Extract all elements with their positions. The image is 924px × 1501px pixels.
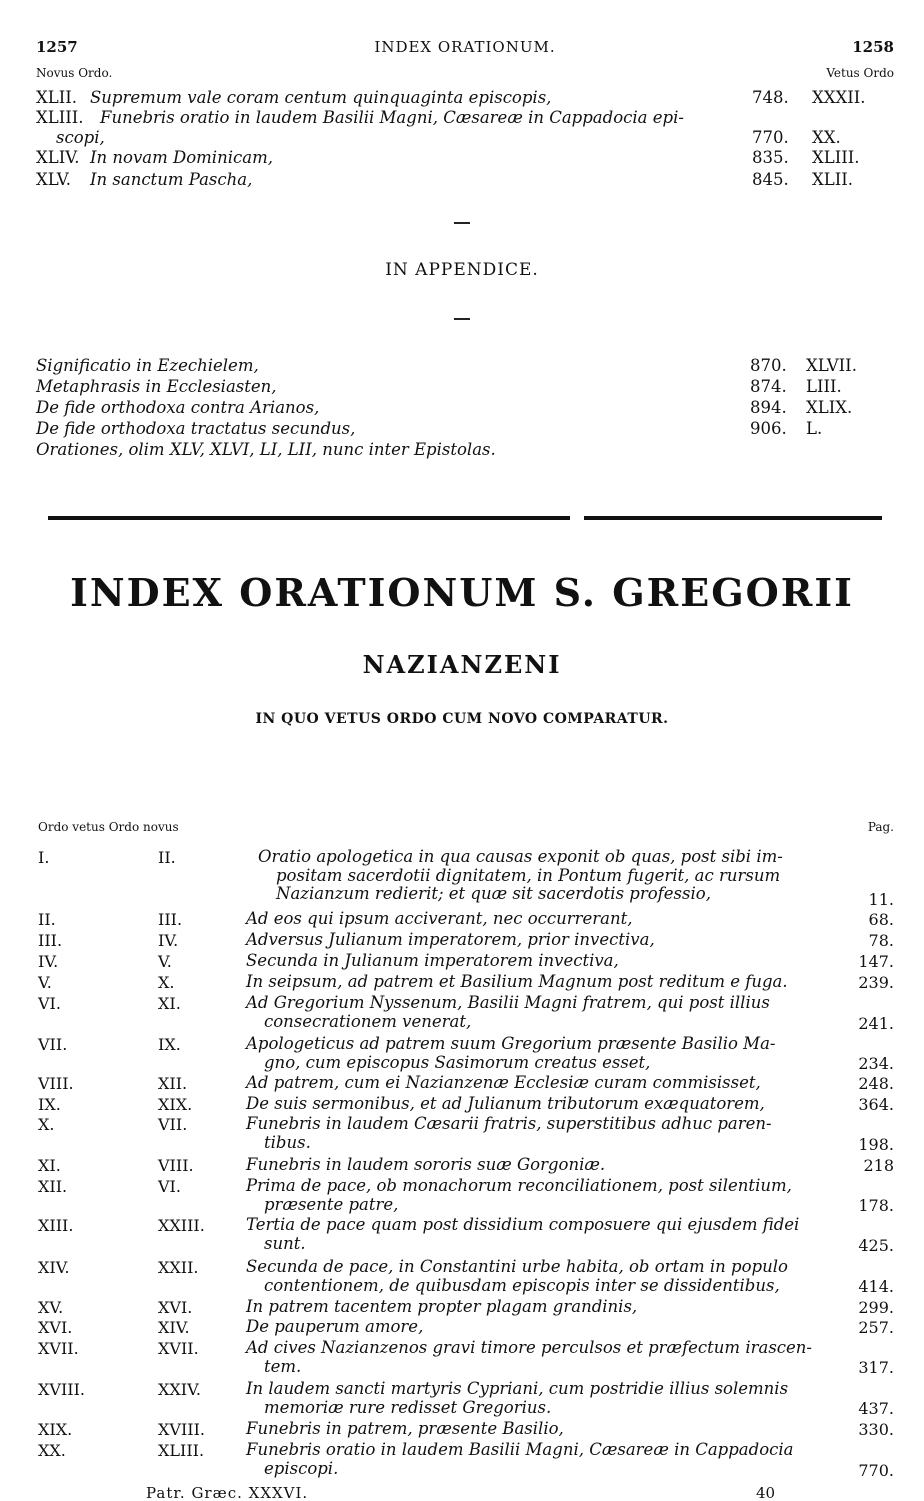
entry-vetus: XXXII. <box>812 88 866 107</box>
list-item <box>0 88 924 107</box>
index-subsubtitle: IN QUO VETUS ORDO CUM NOVO COMPARATUR. <box>255 711 669 727</box>
entry-vetus: XX. <box>812 128 841 147</box>
novus-number: IV. <box>158 931 179 950</box>
vetus-number: XII. <box>38 1177 68 1196</box>
entry-vetus: XLIII. <box>812 148 860 167</box>
oration-description: In patrem tacentem propter plagam grandinis, <box>246 1297 638 1316</box>
entry-vetus: XLII. <box>812 170 853 189</box>
novus-number: IX. <box>158 1035 181 1054</box>
vetus-number: XVII. <box>38 1339 79 1358</box>
novus-ordo-label: Novus Ordo. <box>36 66 113 80</box>
page-number: 147. <box>858 952 894 971</box>
novus-number: XXII. <box>158 1258 199 1277</box>
oration-description: Adversus Julianum imperatorem, prior invectiva, <box>246 930 655 949</box>
novus-number: II. <box>158 848 176 867</box>
entry-page: 748. <box>752 88 789 107</box>
appendix-page: 894. <box>750 398 787 417</box>
page-number: 248. <box>858 1074 894 1093</box>
appendix-title: Orationes, olim XLV, XLVI, LI, LII, nunc inter Epistolas. <box>36 440 496 459</box>
list-item <box>0 148 924 167</box>
page-number: 239. <box>858 973 894 992</box>
entry-title: In novam Dominicam, <box>90 148 273 167</box>
footer-signature: Patr. Græc. XXXVI. <box>146 1484 309 1501</box>
oration-description: Ad eos qui ipsum acciverant, nec occurrerant, <box>246 909 633 928</box>
entry-page: 770. <box>752 128 789 147</box>
vetus-number: III. <box>38 931 63 950</box>
entry-title: In sanctum Pascha, <box>90 170 253 189</box>
page-number: 68. <box>868 910 894 929</box>
oration-description: Funebris oratio in laudem Basilii Magni, Cæsareæ in Cappadocia episcopi. <box>246 1440 794 1478</box>
vetus-number: VIII. <box>38 1074 74 1093</box>
page-number: 234. <box>858 1054 894 1073</box>
novus-number: XVII. <box>158 1339 199 1358</box>
novus-number: XVIII. <box>158 1420 205 1439</box>
appendix-vetus: LIII. <box>806 377 842 396</box>
page-number: 364. <box>858 1095 894 1114</box>
novus-number: VIII. <box>158 1156 194 1175</box>
oration-description: Funebris in laudem sororis suæ Gorgoniæ. <box>246 1155 606 1174</box>
page-number: 317. <box>858 1358 894 1377</box>
page-number: 218 <box>863 1156 894 1175</box>
novus-number: XIX. <box>158 1095 193 1114</box>
vetus-number: V. <box>38 973 52 992</box>
vetus-number: VII. <box>38 1035 68 1054</box>
vetus-number: XIX. <box>38 1420 73 1439</box>
top-column-labels <box>36 66 894 82</box>
oration-description: Secunda in Julianum imperatorem invectiva, <box>246 951 619 970</box>
oration-description: Secunda de pace, in Constantini urbe habita, ob ortam in populo contentionem, de quibusdam episcopis inter se dissidentibus, <box>246 1257 788 1295</box>
list-item <box>0 356 924 375</box>
vetus-number: XV. <box>38 1298 64 1317</box>
vetus-ordo-label: Vetus Ordo <box>826 66 894 80</box>
entry-number: XLIII. <box>36 108 84 127</box>
oration-description: Ad Gregorium Nyssenum, Basilii Magni fratrem, qui post illius consecrationem venerat, <box>246 993 770 1031</box>
vetus-number: XIII. <box>38 1216 74 1235</box>
vetus-number: VI. <box>38 994 61 1013</box>
novus-number: XII. <box>158 1074 188 1093</box>
novus-number: XLIII. <box>158 1441 205 1460</box>
appendix-page: 870. <box>750 356 787 375</box>
entry-title: Supremum vale coram centum quinquaginta episcopis, <box>90 88 552 107</box>
list-item <box>0 108 924 127</box>
novus-number: III. <box>158 910 183 929</box>
entry-title-continuation: scopi, <box>56 128 105 147</box>
page-number: 299. <box>858 1298 894 1317</box>
entry-title: Funebris oratio in laudem Basilii Magni, Cæsareæ in Cappadocia epi- <box>100 108 684 127</box>
page-number: 425. <box>858 1236 894 1255</box>
vetus-number: XI. <box>38 1156 61 1175</box>
page-number: 198. <box>858 1135 894 1154</box>
entry-number: XLIV. <box>36 148 80 167</box>
page-number: 11. <box>868 890 894 909</box>
divider-rule-right <box>584 516 882 520</box>
oration-description: De pauperum amore, <box>246 1317 424 1336</box>
oration-description: In seipsum, ad patrem et Basilium Magnum post reditum e fuga. <box>246 972 788 991</box>
novus-number: X. <box>158 973 175 992</box>
running-title: INDEX ORATIONUM. <box>374 38 556 56</box>
novus-number: XVI. <box>158 1298 193 1317</box>
vetus-number: X. <box>38 1115 55 1134</box>
appendix-title: Metaphrasis in Ecclesiasten, <box>36 377 277 396</box>
index-column-headers <box>38 820 894 836</box>
entry-page: 835. <box>752 148 789 167</box>
oration-description: Apologeticus ad patrem suum Gregorium præsente Basilio Ma- gno, cum episcopus Sasimorum creatus esset, <box>246 1034 776 1072</box>
list-item <box>0 170 924 189</box>
right-page-number: 1258 <box>852 38 894 56</box>
page-number: 770. <box>858 1461 894 1480</box>
entry-number: XLV. <box>36 170 72 189</box>
index-title: INDEX ORATIONUM S. GREGORII <box>70 570 854 615</box>
appendix-vetus: XLVII. <box>806 356 857 375</box>
oration-description: Ad cives Nazianzenos gravi timore perculsos et præfectum irascen- tem. <box>246 1338 813 1376</box>
oration-description: In laudem sancti martyris Cypriani, cum postridie illius solemnis memoriæ rure redisset Gregorius. <box>246 1379 789 1417</box>
vetus-number: XX. <box>38 1441 66 1460</box>
oration-description: Funebris in patrem, præsente Basilio, <box>246 1419 564 1438</box>
appendix-title: De fide orthodoxa tractatus secundus, <box>36 419 356 438</box>
oration-description: Funebris in laudem Cæsarii fratris, superstitibus adhuc paren- tibus. <box>246 1114 772 1152</box>
entry-page: 845. <box>752 170 789 189</box>
footer-sheet-number: 40 <box>756 1484 776 1501</box>
novus-number: V. <box>158 952 172 971</box>
entry-number: XLII. <box>36 88 77 107</box>
list-item <box>0 377 924 396</box>
vetus-number: XVIII. <box>38 1380 85 1399</box>
running-head <box>36 38 894 58</box>
vetus-number: II. <box>38 910 56 929</box>
appendix-heading: IN APPENDICE. <box>385 260 539 280</box>
vetus-number: IX. <box>38 1095 61 1114</box>
ordo-columns-label: Ordo vetus Ordo novus <box>38 820 179 834</box>
page-number: 330. <box>858 1420 894 1439</box>
oration-description: Tertia de pace quam post dissidium composuere qui ejusdem fidei sunt. <box>246 1215 800 1253</box>
vetus-number: I. <box>38 848 50 867</box>
page-footer <box>0 1484 924 1501</box>
oration-description: De suis sermonibus, et ad Julianum tributorum exæquatorem, <box>246 1094 765 1113</box>
appendix-page: 874. <box>750 377 787 396</box>
page-number: 78. <box>868 931 894 950</box>
index-subtitle: NAZIANZENI <box>362 650 562 679</box>
appendix-title: De fide orthodoxa contra Arianos, <box>36 398 320 417</box>
novus-number: VII. <box>158 1115 188 1134</box>
page-column-label: Pag. <box>867 820 894 834</box>
vetus-number: XVI. <box>38 1318 73 1337</box>
divider-rule-left <box>48 516 570 520</box>
vetus-number: IV. <box>38 952 59 971</box>
novus-number: VI. <box>158 1177 181 1196</box>
vetus-number: XIV. <box>38 1258 70 1277</box>
list-item <box>0 398 924 417</box>
left-page-number: 1257 <box>36 38 78 56</box>
page-number: 241. <box>858 1014 894 1033</box>
novus-number: XI. <box>158 994 181 1013</box>
novus-number: XXIV. <box>158 1380 201 1399</box>
oration-description: Ad patrem, cum ei Nazianzenæ Ecclesiæ curam commisisset, <box>246 1073 761 1092</box>
page-number: 437. <box>858 1399 894 1418</box>
oration-description: Prima de pace, ob monachorum reconciliationem, post silentium, præsente patre, <box>246 1176 792 1214</box>
separator-dash <box>454 318 470 320</box>
list-item-continuation <box>0 128 924 147</box>
novus-number: XXIII. <box>158 1216 205 1235</box>
separator-dash <box>454 222 470 224</box>
appendix-vetus: L. <box>806 419 823 438</box>
appendix-title: Significatio in Ezechielem, <box>36 356 259 375</box>
page-number: 178. <box>858 1196 894 1215</box>
appendix-vetus: XLIX. <box>806 398 853 417</box>
page-number: 414. <box>858 1277 894 1296</box>
page-number: 257. <box>858 1318 894 1337</box>
list-item <box>0 419 924 438</box>
novus-number: XIV. <box>158 1318 190 1337</box>
appendix-page: 906. <box>750 419 787 438</box>
list-item <box>0 440 924 459</box>
oration-description: Oratio apologetica in qua causas exponit ob quas, post sibi im- positam sacerdotii dignitatem, in Pontum fugerit, ac rursum Nazianzum redierit; et quæ sit sacerdotis professio, <box>258 847 783 904</box>
